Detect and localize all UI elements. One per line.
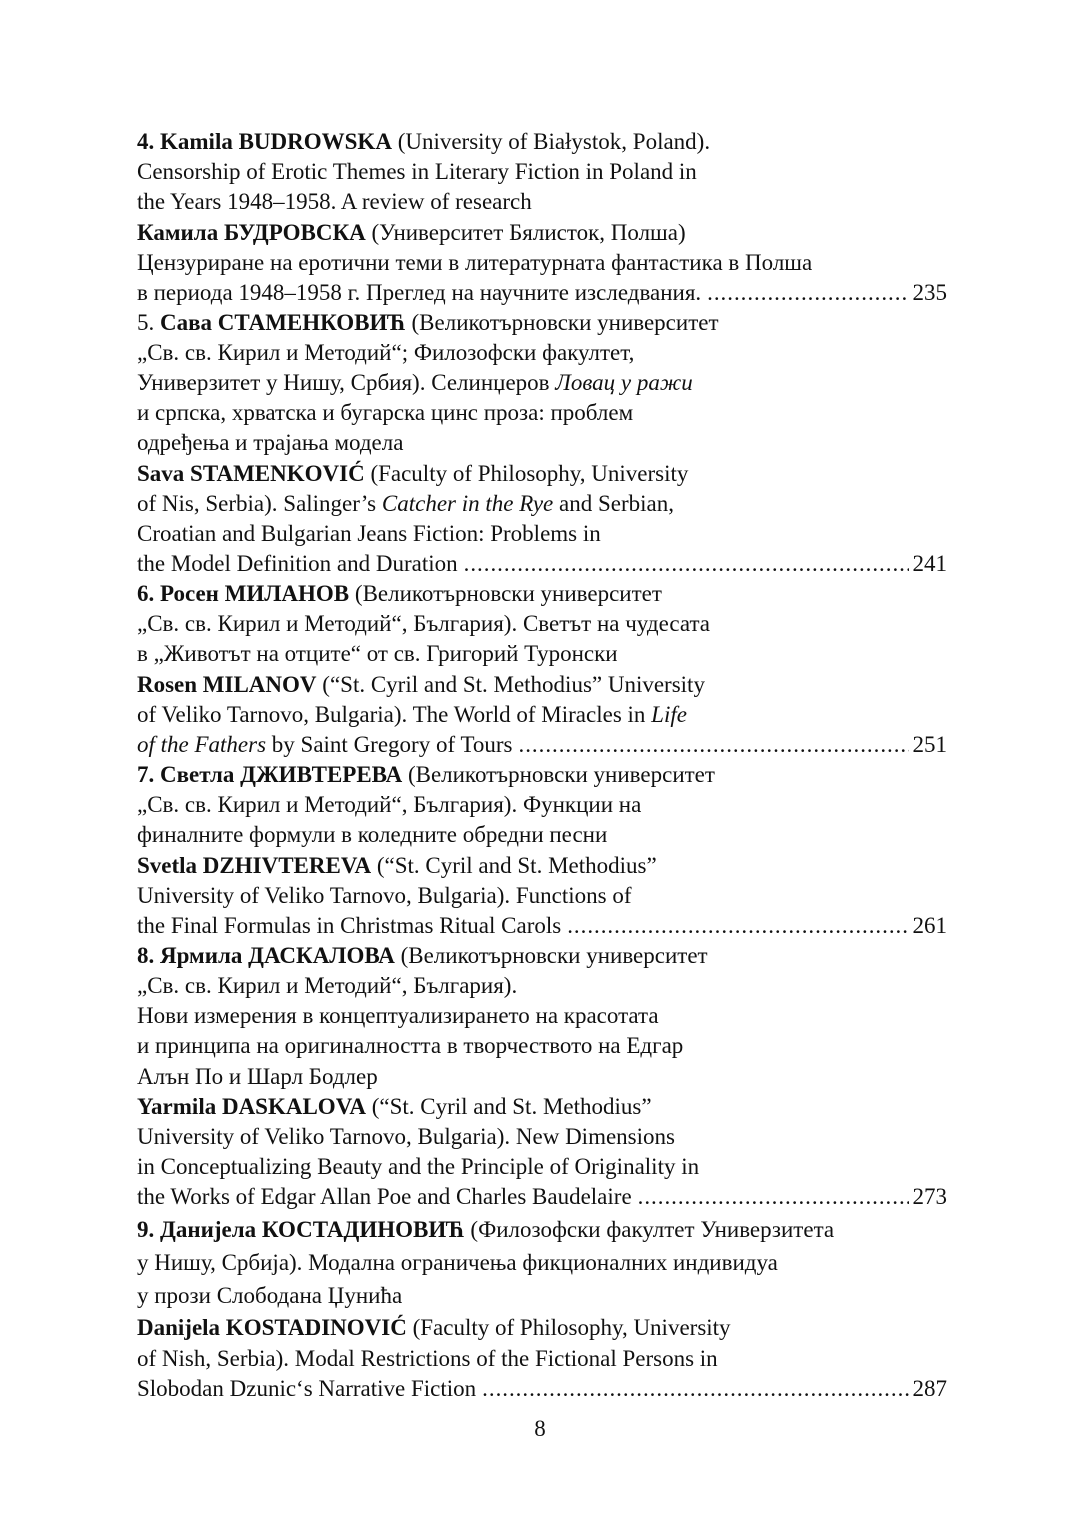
author-name: Камила БУДРОВСКА bbox=[137, 220, 366, 245]
entry-7-bg-affil-2: „Св. св. Кирил и Методий“, България). Функции на bbox=[137, 792, 642, 817]
entry-7-bg-author-line bbox=[137, 760, 715, 790]
page-ref: 235 bbox=[912, 280, 947, 305]
entry-9-sr-title-1: у Нишу, Србија). Модална ограничења фикционалних индивидуа bbox=[137, 1250, 778, 1275]
entry-8-bg-title-1: Нови измерения в концептуализирането на красотата bbox=[137, 1003, 659, 1028]
entry-number: 5. bbox=[137, 310, 155, 335]
entry-6-bg-affil-2: „Св. св. Кирил и Методий“, България). Светът на чудесата bbox=[137, 611, 710, 636]
entry-4-bg-title-1: Цензуриране на еротични теми в литературната фантастика в Полша bbox=[137, 250, 813, 275]
entry-5-sr-author-line bbox=[137, 308, 719, 338]
author-name: Сава СТАМЕНКОВИЋ bbox=[160, 310, 406, 335]
affiliation: (“St. Cyril and St. Methodius” bbox=[371, 853, 657, 878]
affiliation: (Faculty of Philosophy, University bbox=[406, 1315, 731, 1340]
affiliation: (“St. Cyril and St. Methodius” University bbox=[316, 672, 705, 697]
dot-leader bbox=[707, 278, 908, 308]
entry-7-en-affil-2: University of Veliko Tarnovo, Bulgaria). Functions of bbox=[137, 883, 632, 908]
entry-title: of the Fathers by Saint Gregory of Tours bbox=[137, 732, 513, 757]
entry-5-en-title-2: Croatian and Bulgarian Jeans Fiction: Problems in bbox=[137, 521, 601, 546]
entry-title: Slobodan Dzunic‘s Narrative Fiction bbox=[137, 1376, 477, 1401]
page-ref: 251 bbox=[912, 732, 947, 757]
entry-6-en-affil-2: of Veliko Tarnovo, Bulgaria). The World of Miracles in Life bbox=[137, 702, 687, 727]
author-name: Kamila BUDROWSKA bbox=[160, 129, 392, 154]
entry-8-bg-title-2: и принципа на оригиналността в творчеството на Едгар bbox=[137, 1033, 684, 1058]
entry-8-bg-affil-2: „Св. св. Кирил и Методий“, България). bbox=[137, 973, 518, 998]
page-number: 8 bbox=[534, 1416, 546, 1441]
page-ref: 261 bbox=[912, 913, 947, 938]
entry-9-sr-author-line bbox=[137, 1215, 834, 1245]
entry-8-en-title-1: in Conceptualizing Beauty and the Principle of Originality in bbox=[137, 1154, 700, 1179]
affiliation: (Великотърновски университет bbox=[349, 581, 662, 606]
dot-leader bbox=[638, 1182, 909, 1212]
italic-title: Life bbox=[651, 702, 687, 727]
entry-5-sr-title-3: одређења и трајања модела bbox=[137, 430, 404, 455]
author-name: Yarmila DASKALOVA bbox=[137, 1094, 366, 1119]
affiliation: (Великотърновски университет bbox=[405, 310, 719, 335]
affiliation: (Филозофски факултет Универзитета bbox=[464, 1217, 835, 1242]
entry-8-bg-title-3: Алън По и Шарл Бодлер bbox=[137, 1064, 378, 1089]
entry-8-bg-author-line bbox=[137, 941, 708, 971]
italic-title: Catcher in the Rye bbox=[381, 491, 554, 516]
entry-title: the Works of Edgar Allan Poe and Charles Baudelaire bbox=[137, 1184, 632, 1209]
author-name: Svetla DZHIVTEREVA bbox=[137, 853, 372, 878]
entry-number: 8. bbox=[137, 943, 155, 968]
entry-6-toc-line[interactable] bbox=[137, 730, 947, 760]
affiliation: (Великотърновски университет bbox=[402, 762, 715, 787]
dot-leader bbox=[482, 1374, 908, 1404]
author-name: Rosen MILANOV bbox=[137, 672, 317, 697]
entry-6-bg-author-line bbox=[137, 579, 662, 609]
entry-5-en-author-line bbox=[137, 459, 688, 489]
author-name: Ярмила ДАСКАЛОВА bbox=[160, 943, 395, 968]
entry-6-en-author-line bbox=[137, 670, 705, 700]
entry-title: the Final Formulas in Christmas Ritual Carols bbox=[137, 913, 562, 938]
entry-8-toc-line[interactable] bbox=[137, 1182, 947, 1212]
affiliation: (Великотърновски университет bbox=[394, 943, 708, 968]
entry-5-en-affil-2: of Nis, Serbia). Salinger’s Catcher in the Rye and Serbian, bbox=[137, 491, 674, 516]
entry-title: the Model Definition and Duration bbox=[137, 551, 458, 576]
entry-5-sr-affil-3: Универзитет у Нишу, Србия). Селинџеров Ловац у ражи bbox=[137, 370, 693, 395]
entry-number: 6. bbox=[137, 581, 155, 606]
entry-9-en-author-line bbox=[137, 1313, 731, 1343]
entry-5-sr-title-2: и српска, хрватска и бугарска цинс проза: проблем bbox=[137, 400, 634, 425]
entry-9-toc-line[interactable] bbox=[137, 1374, 947, 1404]
entry-title: в периода 1948–1958 г. Преглед на научните изследвания. bbox=[137, 280, 702, 305]
dot-leader bbox=[464, 549, 909, 579]
entry-8-en-affil-2: University of Veliko Tarnovo, Bulgaria). New Dimensions bbox=[137, 1124, 675, 1149]
entry-7-toc-line[interactable] bbox=[137, 911, 947, 941]
entry-9-en-affil-2: of Nish, Serbia). Modal Restrictions of the Fictional Persons in bbox=[137, 1346, 718, 1371]
entry-8-en-author-line bbox=[137, 1092, 652, 1122]
author-name: Danijela KOSTADINOVIĆ bbox=[137, 1315, 407, 1340]
author-name: Данијела КОСТАДИНОВИЋ bbox=[160, 1217, 465, 1242]
author-name: Светла ДЖИВТЕРЕВА bbox=[160, 762, 403, 787]
italic-title: Ловац у ражи bbox=[555, 370, 693, 395]
affiliation: (Университет Бялисток, Полша) bbox=[365, 220, 686, 245]
entry-4-toc-line[interactable] bbox=[137, 278, 947, 308]
entry-4-bg-author-line bbox=[137, 218, 686, 248]
dot-leader bbox=[567, 911, 908, 941]
entry-number: 9. bbox=[137, 1217, 155, 1242]
entry-4-en-author-line bbox=[137, 127, 710, 157]
entry-number: 7. bbox=[137, 762, 155, 787]
affiliation: (University of Białystok, Poland). bbox=[391, 129, 711, 154]
entry-5-sr-affil-2: „Св. св. Кирил и Методий“; Филозофски факултет, bbox=[137, 340, 635, 365]
entry-number: 4. bbox=[137, 129, 155, 154]
entry-5-toc-line[interactable] bbox=[137, 549, 947, 579]
affiliation: (Faculty of Philosophy, University bbox=[364, 461, 689, 486]
page-ref: 273 bbox=[912, 1184, 947, 1209]
entry-4-en-title-1: Censorship of Erotic Themes in Literary Fiction in Poland in bbox=[137, 159, 697, 184]
affiliation: (“St. Cyril and St. Methodius” bbox=[365, 1094, 652, 1119]
entry-4-en-title-2: the Years 1948–1958. A review of research bbox=[137, 189, 532, 214]
entry-9-sr-title-2: у прози Слободана Џунића bbox=[137, 1283, 403, 1308]
author-name: Росен МИЛАНОВ bbox=[160, 581, 350, 606]
page-ref: 241 bbox=[912, 551, 947, 576]
entry-6-bg-title-2: в „Животът на отците“ от св. Григорий Туронски bbox=[137, 641, 618, 666]
entry-7-bg-title-2: финалните формули в коледните обредни песни bbox=[137, 822, 608, 847]
entry-7-en-author-line bbox=[137, 851, 657, 881]
page-ref: 287 bbox=[912, 1376, 947, 1401]
dot-leader bbox=[519, 730, 909, 760]
author-name: Sava STAMENKOVIĆ bbox=[137, 461, 365, 486]
